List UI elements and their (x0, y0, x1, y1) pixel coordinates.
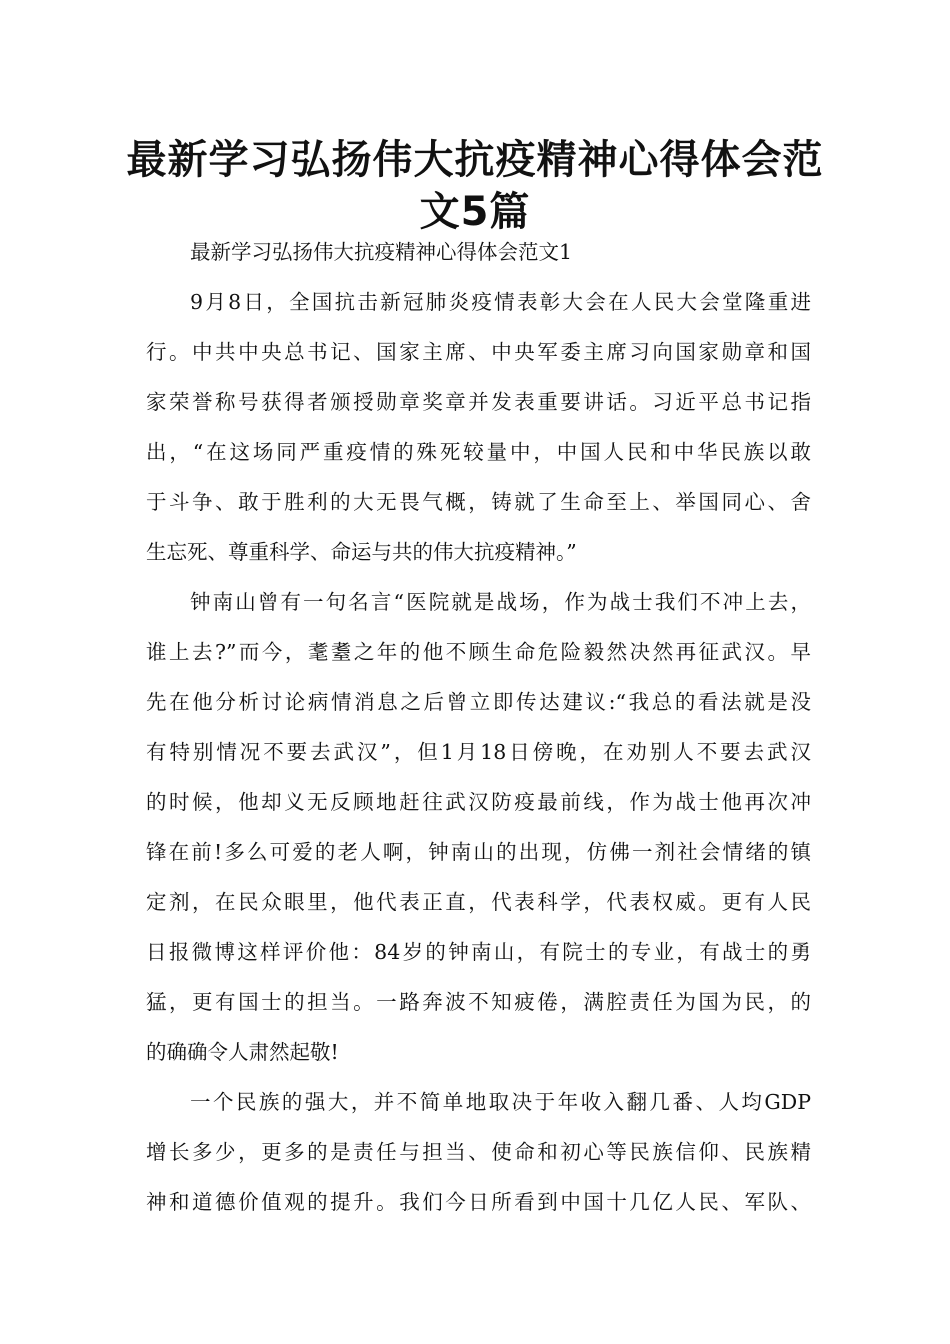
document-title-line-2: 文5篇 (419, 189, 531, 235)
paragraph-2-line-3: 先在他分析讨论病情消息之后曾立即传达建议:“我总的看法就是没 (146, 690, 811, 714)
paragraph-3-line-3: 神和道德价值观的提升。我们今日所看到中国十几亿人民、军队、 (146, 1190, 811, 1214)
paragraph-2-line-10: 的确确令人肃然起敬! (146, 1040, 339, 1064)
paragraph-2-line-9: 猛，更有国士的担当。一路奔波不知疲倦，满腔责任为国为民，的 (146, 990, 811, 1014)
paragraph-2-line-7: 定剂，在民众眼里，他代表正直，代表科学，代表权威。更有人民 (146, 890, 811, 914)
article-subtitle: 最新学习弘扬伟大抗疫精神心得体会范文1 (190, 240, 573, 264)
paragraph-1-line-3: 家荣誉称号获得者颁授勋章奖章并发表重要讲话。习近平总书记指 (146, 390, 811, 414)
paragraph-2-line-4: 有特别情况不要去武汉”，但1月18日傍晚，在劝别人不要去武汉 (146, 740, 811, 764)
paragraph-3-line-2: 增长多少，更多的是责任与担当、使命和初心等民族信仰、民族精 (146, 1140, 811, 1164)
paragraph-2-line-8: 日报微博这样评价他：84岁的钟南山，有院士的专业，有战士的勇 (146, 940, 811, 964)
paragraph-1-line-5: 于斗争、敢于胜利的大无畏气概，铸就了生命至上、举国同心、舍 (146, 490, 811, 514)
paragraph-2-line-2: 谁上去?”而今，耄耋之年的他不顾生命危险毅然决然再征武汉。早 (146, 640, 811, 664)
paragraph-1-line-2: 行。中共中央总书记、国家主席、中央军委主席习向国家勋章和国 (146, 340, 811, 364)
paragraph-1-line-6: 生忘死、尊重科学、命运与共的伟大抗疫精神。” (146, 540, 577, 564)
paragraph-3-line-1: 一个民族的强大，并不简单地取决于年收入翻几番、人均GDP (190, 1090, 811, 1114)
paragraph-2-line-6: 锋在前!多么可爱的老人啊，钟南山的出现，仿佛一剂社会情绪的镇 (146, 840, 811, 864)
document-title-line-1: 最新学习弘扬伟大抗疫精神心得体会范 (126, 137, 824, 183)
paragraph-1-line-1: 9月8日，全国抗击新冠肺炎疫情表彰大会在人民大会堂隆重进 (190, 290, 811, 314)
paragraph-2-line-5: 的时候，他却义无反顾地赶往武汉防疫最前线，作为战士他再次冲 (146, 790, 811, 814)
paragraph-2-line-1: 钟南山曾有一句名言“医院就是战场，作为战士我们不冲上去， (190, 590, 811, 614)
paragraph-1-line-4: 出，“在这场同严重疫情的殊死较量中，中国人民和中华民族以敢 (146, 440, 811, 464)
